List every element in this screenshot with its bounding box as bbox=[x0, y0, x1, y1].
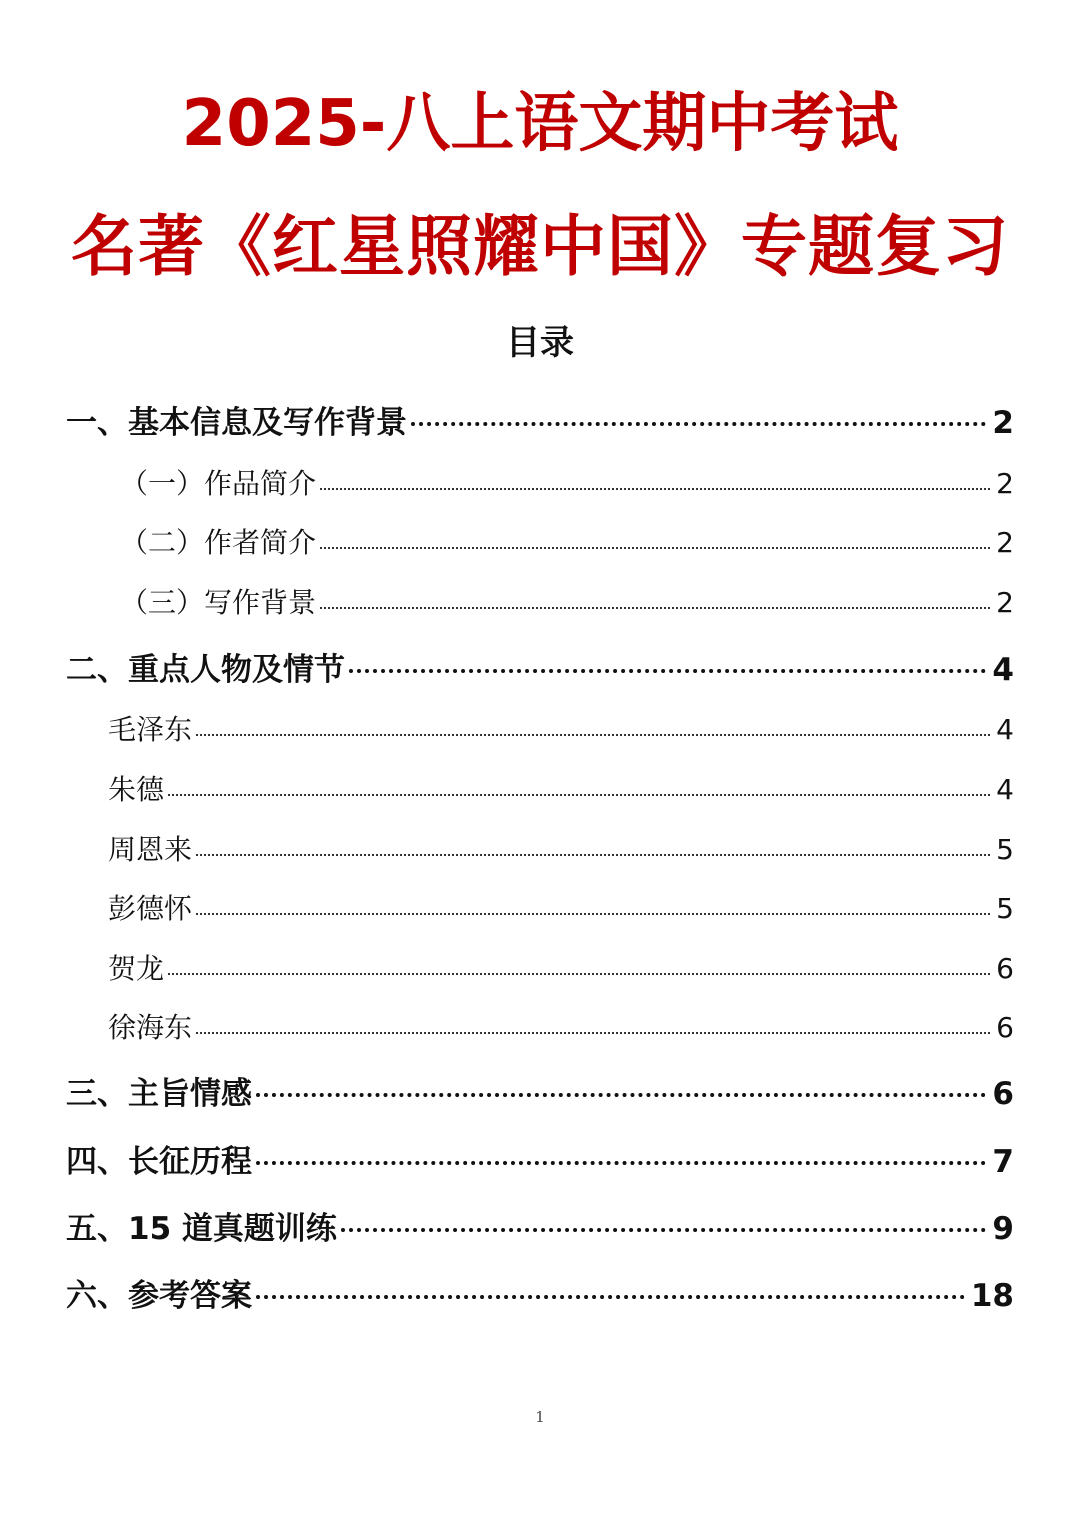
toc-leader-dots bbox=[256, 1093, 986, 1097]
toc-entry-label: 贺龙 bbox=[108, 952, 165, 985]
toc-entry-2-mao[interactable] bbox=[108, 708, 1014, 744]
title-line-2: 名著《红星照耀中国》专题复习 bbox=[71, 208, 1009, 285]
toc-entry-label: 毛泽东 bbox=[108, 713, 193, 746]
toc-heading: 目录 bbox=[506, 323, 574, 363]
toc-leader-dots bbox=[196, 734, 990, 736]
toc-leader-dots bbox=[320, 607, 990, 609]
toc-entry-1-2[interactable] bbox=[120, 521, 1014, 557]
toc-entry-label: 六、参考答案 bbox=[66, 1278, 252, 1314]
toc-entry-label: 五、15 道真题训练 bbox=[66, 1211, 337, 1247]
toc-entry-1-3[interactable] bbox=[120, 581, 1014, 617]
toc-entry-page: 2 bbox=[992, 405, 1014, 441]
toc-entry-page: 4 bbox=[996, 773, 1014, 806]
toc-entry-section-5[interactable] bbox=[66, 1203, 1014, 1247]
toc-entry-label: 朱德 bbox=[108, 773, 165, 806]
toc-entry-section-2[interactable] bbox=[66, 644, 1014, 688]
toc-entry-label: 二、重点人物及情节 bbox=[66, 652, 345, 688]
toc-leader-dots bbox=[168, 973, 990, 975]
toc-entry-label: 四、长征历程 bbox=[66, 1144, 252, 1180]
toc-leader-dots bbox=[196, 1032, 990, 1034]
toc-leader-dots bbox=[341, 1228, 986, 1232]
toc-leader-dots bbox=[320, 488, 990, 490]
toc-entry-label: （二）作者简介 bbox=[120, 526, 317, 559]
toc-leader-dots bbox=[256, 1161, 986, 1165]
toc-entry-label: （一）作品简介 bbox=[120, 467, 317, 500]
toc-leader-dots bbox=[196, 913, 990, 915]
toc-entry-page: 6 bbox=[996, 1011, 1014, 1044]
toc-entry-label: 三、主旨情感 bbox=[66, 1076, 252, 1112]
toc-entry-page: 6 bbox=[996, 952, 1014, 985]
toc-entry-2-zhou[interactable] bbox=[108, 828, 1014, 864]
toc-leader-dots bbox=[320, 547, 990, 549]
toc-entry-page: 4 bbox=[992, 652, 1014, 688]
toc-entry-section-6[interactable] bbox=[66, 1270, 1014, 1314]
toc-entry-page: 18 bbox=[970, 1278, 1014, 1314]
toc-entry-section-4[interactable] bbox=[66, 1136, 1014, 1180]
toc-leader-dots bbox=[196, 854, 990, 856]
toc-leader-dots bbox=[168, 794, 990, 796]
toc-entry-label: 周恩来 bbox=[108, 833, 193, 866]
toc-leader-dots bbox=[349, 669, 986, 673]
toc-entry-page: 5 bbox=[996, 892, 1014, 925]
toc-entry-page: 2 bbox=[996, 467, 1014, 500]
toc-entry-label: 一、基本信息及写作背景 bbox=[66, 405, 407, 441]
toc-entry-page: 2 bbox=[996, 526, 1014, 559]
title-line-1: 2025-八上语文期中考试 bbox=[181, 87, 899, 161]
toc-entry-2-zhu[interactable] bbox=[108, 768, 1014, 804]
toc-leader-dots bbox=[411, 422, 986, 426]
toc-entry-1-1[interactable] bbox=[120, 462, 1014, 498]
toc-entry-page: 5 bbox=[996, 833, 1014, 866]
toc-entry-label: （三）写作背景 bbox=[120, 586, 317, 619]
toc-entry-2-peng[interactable] bbox=[108, 887, 1014, 923]
toc-entry-label: 徐海东 bbox=[108, 1011, 193, 1044]
toc-leader-dots bbox=[256, 1295, 965, 1299]
page-number: 1 bbox=[535, 1408, 545, 1426]
toc-entry-2-xu[interactable] bbox=[108, 1006, 1014, 1042]
toc-entry-label: 彭德怀 bbox=[108, 892, 193, 925]
toc-entry-page: 9 bbox=[992, 1211, 1014, 1247]
toc-entry-page: 2 bbox=[996, 586, 1014, 619]
toc-entry-2-he[interactable] bbox=[108, 947, 1014, 983]
toc-entry-section-3[interactable] bbox=[66, 1068, 1014, 1112]
toc-entry-page: 7 bbox=[992, 1144, 1014, 1180]
toc-entry-section-1[interactable] bbox=[66, 397, 1014, 441]
toc-entry-page: 4 bbox=[996, 713, 1014, 746]
toc-entry-page: 6 bbox=[992, 1076, 1014, 1112]
